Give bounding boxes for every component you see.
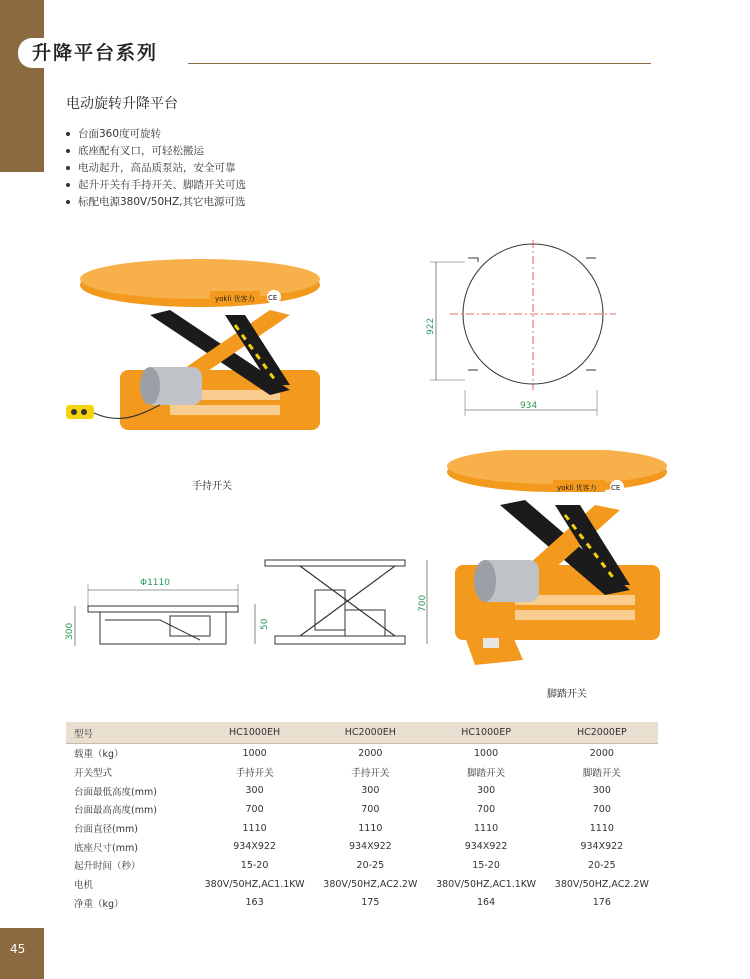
title-underline [188,63,651,64]
table-cell: 380V/50HZ,AC2.2W [554,878,649,890]
table-cell: 380V/50HZ,AC1.1KW [204,878,305,890]
table-cell: 2000 [546,744,658,763]
caption-hand: 手持开关 [192,481,232,492]
front-view-drawing [245,550,445,660]
table-cell: 700 [361,803,380,815]
column-header: HC1000EP [426,722,545,744]
page-title: 升降平台系列 [18,38,172,68]
row-label: 开关型式 [74,768,113,780]
table-cell: 1000 [195,744,314,763]
table-row [66,781,658,800]
table-cell: 934X922 [580,841,624,853]
table-row [66,819,658,838]
table-cell: 1110 [589,822,614,834]
ce-mark-2: CE [611,484,621,492]
table-row [66,744,658,763]
row-label: 载重（kg） [66,744,195,763]
table-cell: 脚踏开关 [467,768,506,780]
ce-mark: CE [268,294,278,302]
table-cell: 300 [592,785,611,797]
column-header: HC2000EP [546,722,658,744]
table-cell: 手持开关 [235,768,274,780]
product-photo-foot [445,450,670,675]
brand-logo: yokli 优客力 [215,295,255,303]
table-cell: 300 [361,785,380,797]
table-cell: 1000 [426,744,545,763]
table-row [66,856,658,875]
column-header: HC2000EH [314,722,426,744]
column-header: 型号 [66,722,195,744]
feature-list [66,126,246,211]
table-cell: 934X922 [233,841,276,853]
feature-item: 台面360度可旋转 [66,126,246,143]
row-label: 台面直径(mm) [74,824,138,836]
table-cell: 1110 [358,822,383,834]
table-cell: 20-25 [356,859,385,871]
table-cell: 700 [477,803,496,815]
side-view-drawing [60,570,240,660]
table-cell: 380V/50HZ,AC2.2W [323,878,418,890]
dim-front-high: 700 [418,594,428,612]
table-cell: 163 [245,897,264,909]
feature-item: 标配电源380V/50HZ,其它电源可选 [66,194,246,211]
table-cell: 300 [245,785,264,797]
product-photo-hand [60,255,340,450]
feature-item: 电动起升，高品质泵站，安全可靠 [66,160,246,177]
dim-top-height: 922 [426,317,436,335]
table-cell: 934X922 [464,841,508,853]
table-row [66,800,658,819]
table-cell: 1110 [242,822,267,834]
table-cell: 700 [592,803,611,815]
dim-front-small: 50 [260,618,270,630]
table-cell: 15-20 [240,859,269,871]
table-cell: 20-25 [588,859,616,871]
row-label: 台面最低高度(mm) [74,786,157,798]
table-header-row [66,722,658,744]
feature-item: 起升开关有手持开关、脚踏开关可选 [66,177,246,194]
table-row [66,894,658,913]
row-label: 净重（kg） [74,898,124,910]
table-row [66,837,658,856]
table-cell: 手持开关 [351,768,390,780]
table-cell: 380V/50HZ,AC1.1KW [436,878,537,890]
table-row [66,875,658,894]
column-header: HC1000EH [195,722,314,744]
caption-foot: 脚踏开关 [547,689,587,700]
table-cell: 164 [477,897,496,909]
table-cell: 脚踏开关 [582,768,621,780]
table-cell: 300 [477,785,496,797]
table-cell: 175 [361,897,380,909]
table-cell: 1110 [473,822,499,834]
dim-side-diameter: Φ1110 [140,578,170,588]
page-number: 45 [10,942,26,956]
table-row [66,763,658,782]
row-label: 台面最高高度(mm) [74,805,157,817]
spec-table [66,722,658,912]
section-subtitle: 电动旋转升降平台 [66,96,178,112]
top-view-drawing [420,240,620,420]
row-label: 起升时间（秒） [74,861,141,873]
table-cell: 15-20 [472,859,500,871]
dim-side-low: 300 [65,622,75,640]
feature-item: 底座配有叉口，可轻松搬运 [66,143,246,160]
table-cell: 700 [245,803,264,815]
brand-logo-2: yokli 优客力 [557,484,597,492]
dim-top-width: 934 [520,401,538,411]
row-label: 电机 [74,880,94,892]
corner-tab [0,0,44,172]
table-cell: 2000 [314,744,426,763]
table-cell: 934X922 [348,841,392,853]
table-cell: 176 [592,897,611,909]
row-label: 底座尺寸(mm) [74,842,138,854]
